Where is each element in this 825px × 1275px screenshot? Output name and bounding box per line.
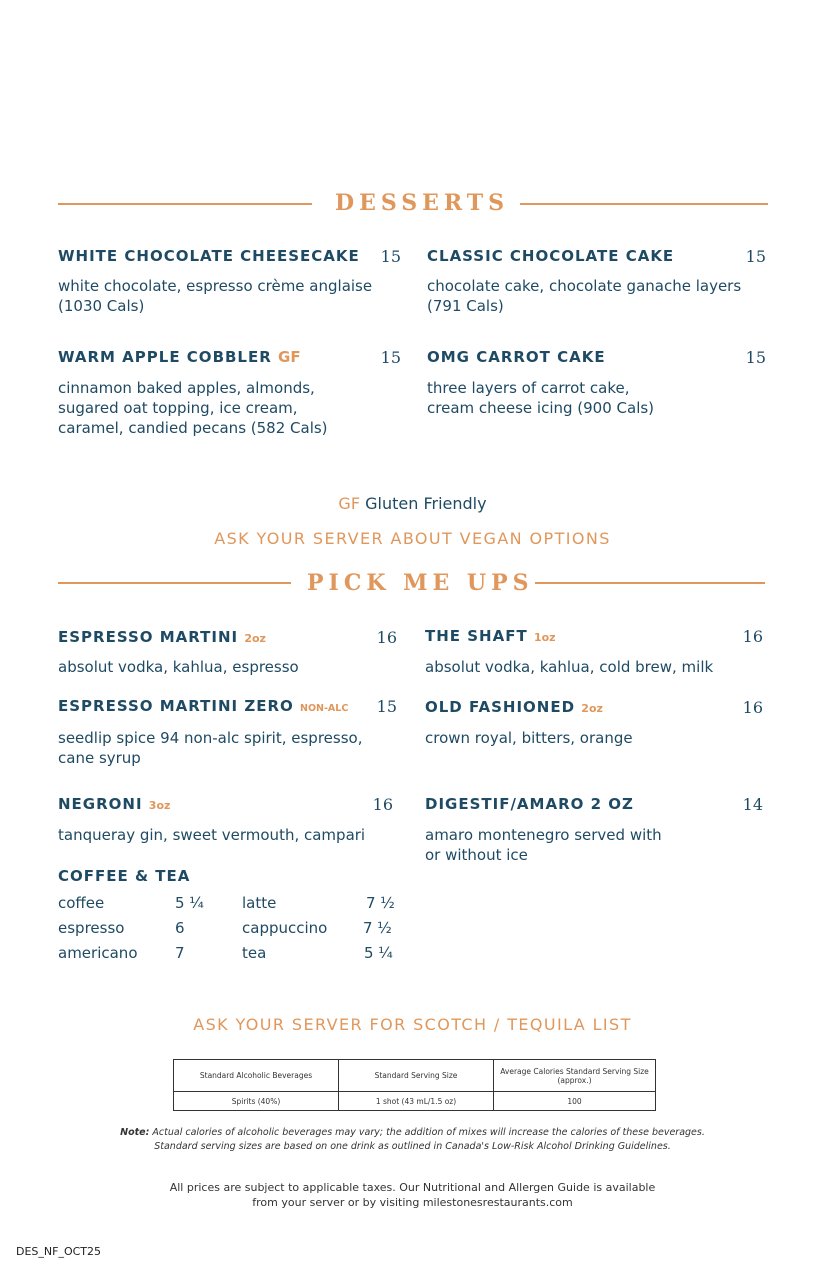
dessert-price: 15 — [745, 348, 766, 367]
desc-line: cinnamon baked apples, almonds, — [58, 379, 315, 397]
desserts-rule-left — [58, 203, 312, 205]
pour-size-tag: 1oz — [533, 631, 556, 644]
drink-description — [425, 728, 633, 748]
drink-name — [425, 627, 556, 645]
header-serving-size: Standard Serving Size — [339, 1060, 494, 1092]
drink-price: 16 — [372, 795, 393, 814]
coffee-item-name: latte — [242, 894, 277, 912]
desc-line: crown royal, bitters, orange — [425, 729, 633, 747]
desc-line: sugared oat topping, ice cream, — [58, 399, 298, 417]
desc-line: three layers of carrot cake, — [427, 379, 630, 397]
pour-size-tag: 3oz — [148, 799, 171, 812]
coffee-item-name: americano — [58, 944, 138, 962]
coffee-tea-title: COFFEE & TEA — [58, 867, 191, 885]
gf-legend — [0, 494, 825, 513]
drink-name — [58, 795, 170, 813]
drink-name — [58, 697, 348, 715]
calorie-table-header-row — [174, 1060, 656, 1092]
calorie-table-row — [174, 1092, 656, 1111]
dessert-name-text: OMG CARROT CAKE — [427, 348, 606, 366]
drink-name-text: DIGESTIF/AMARO 2 OZ — [425, 795, 634, 813]
coffee-item-price: 7 ½ — [363, 919, 392, 937]
dessert-name-text: WARM APPLE COBBLER — [58, 348, 272, 366]
drink-name — [425, 698, 603, 716]
dessert-name — [427, 348, 606, 366]
dessert-price: 15 — [380, 247, 401, 266]
drink-price: 14 — [742, 795, 763, 814]
dessert-name-text: CLASSIC CHOCOLATE CAKE — [427, 247, 675, 265]
drink-description — [58, 657, 299, 677]
header-beverages: Standard Alcoholic Beverages — [174, 1060, 339, 1092]
drink-name-text: NEGRONI — [58, 795, 143, 813]
coffee-item-price: 5 ¼ — [175, 894, 204, 912]
pour-size-tag: 2oz — [581, 702, 603, 715]
desserts-title: DESSERTS — [335, 190, 510, 216]
desc-line: caramel, candied pecans (582 Cals) — [58, 419, 328, 437]
drink-name-text: ESPRESSO MARTINI — [58, 628, 239, 646]
drink-name-text: THE SHAFT — [425, 627, 528, 645]
pickmeups-rule-right — [535, 582, 765, 584]
pickmeups-rule-left — [58, 582, 291, 584]
dessert-name-text: WHITE CHOCOLATE CHEESECAKE — [58, 247, 360, 265]
non-alc-tag: NON-ALC — [300, 703, 349, 714]
dessert-name — [58, 247, 360, 265]
footer-line: All prices are subject to applicable taxes. Our Nutritional and Allergen Guide is available — [169, 1181, 656, 1194]
footer-line: from your server or by visiting milestonesrestaurants.com — [252, 1196, 573, 1209]
calorie-table — [173, 1059, 656, 1111]
dessert-name — [58, 348, 301, 366]
header-average-calories: Average Calories Standard Serving Size (approx.) — [494, 1060, 656, 1092]
drink-name — [58, 628, 266, 646]
desc-line: or without ice — [425, 846, 528, 864]
cell-serving-size: 1 shot (43 mL/1.5 oz) — [339, 1092, 494, 1111]
dessert-name — [427, 247, 674, 265]
pour-size-tag: 2oz — [244, 632, 266, 645]
coffee-item-name: espresso — [58, 919, 125, 937]
desc-line: (1030 Cals) — [58, 297, 145, 315]
desc-line: absolut vodka, kahlua, espresso — [58, 658, 299, 676]
coffee-item-price: 5 ¼ — [364, 944, 393, 962]
coffee-item-price: 7 ½ — [366, 894, 395, 912]
drink-name — [425, 795, 634, 813]
note-label: Note: — [120, 1127, 150, 1138]
desc-line: chocolate cake, chocolate ganache layers — [427, 277, 742, 295]
desc-line: tanqueray gin, sweet vermouth, campari — [58, 826, 366, 844]
drink-name-text: ESPRESSO MARTINI ZERO — [58, 697, 294, 715]
drink-description — [58, 825, 365, 845]
note-text: Actual calories of alcoholic beverages may vary; the addition of mixes will increase the calories of these beverages. Standard serving sizes are based on one drink as outlined in Canada's Low-Risk Alcohol Drinking Guidelines. — [152, 1127, 705, 1152]
coffee-item-name: cappuccino — [242, 919, 328, 937]
drink-price: 16 — [742, 627, 763, 646]
drink-description — [425, 825, 662, 865]
drink-description — [425, 657, 713, 677]
dessert-description — [58, 378, 328, 438]
desc-line: seedlip spice 94 non-alc spirit, espresso, — [58, 729, 363, 747]
vegan-note: ASK YOUR SERVER ABOUT VEGAN OPTIONS — [214, 529, 611, 548]
desc-line: amaro montenegro served with — [425, 826, 662, 844]
dessert-description — [427, 378, 654, 418]
desc-line: cream cheese icing (900 Cals) — [427, 399, 655, 417]
drink-price: 16 — [742, 698, 763, 717]
drink-price: 16 — [376, 628, 397, 647]
desc-line: white chocolate, espresso crème anglaise — [58, 277, 373, 295]
footer — [100, 1180, 725, 1210]
dessert-description — [427, 276, 741, 316]
cell-beverage: Spirits (40%) — [174, 1092, 339, 1111]
dessert-description — [58, 276, 372, 316]
coffee-item-price: 7 — [175, 944, 185, 962]
desc-line: absolut vodka, kahlua, cold brew, milk — [425, 658, 714, 676]
dessert-price: 15 — [380, 348, 401, 367]
cell-calories: 100 — [494, 1092, 656, 1111]
desc-line: (791 Cals) — [427, 297, 504, 315]
coffee-item-price: 6 — [175, 919, 185, 937]
desc-line: cane syrup — [58, 749, 141, 767]
dessert-price: 15 — [745, 247, 766, 266]
scotch-tequila-note: ASK YOUR SERVER FOR SCOTCH / TEQUILA LIST — [193, 1015, 632, 1034]
drink-price: 15 — [376, 697, 397, 716]
gf-tag: GF — [278, 348, 301, 366]
document-code: DES_NF_OCT25 — [16, 1245, 102, 1258]
coffee-item-name: coffee — [58, 894, 105, 912]
gf-legend-text: Gluten Friendly — [365, 494, 487, 513]
gf-legend-tag: GF — [338, 494, 361, 513]
pickmeups-title: PICK ME UPS — [307, 570, 534, 596]
desserts-rule-right — [520, 203, 768, 205]
drink-name-text: OLD FASHIONED — [425, 698, 576, 716]
coffee-item-name: tea — [242, 944, 267, 962]
drink-description — [58, 728, 362, 768]
calorie-note — [100, 1126, 725, 1154]
